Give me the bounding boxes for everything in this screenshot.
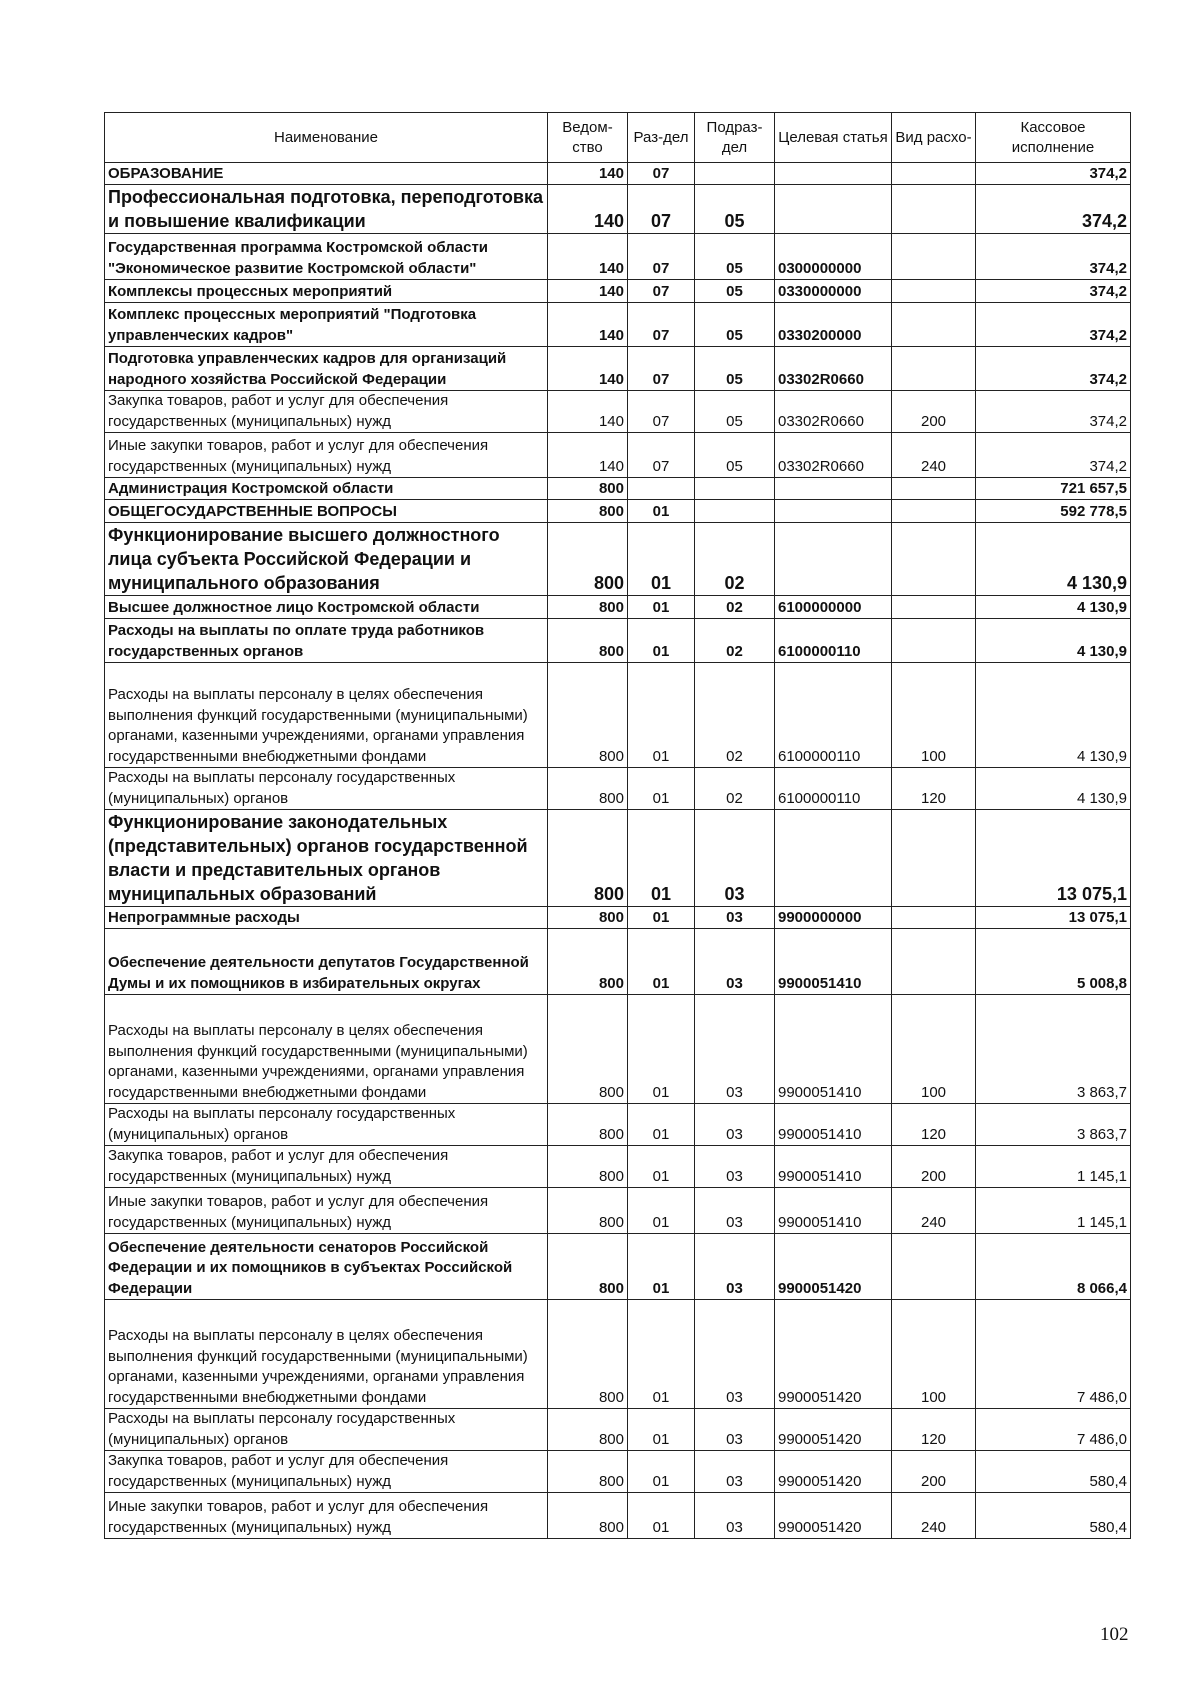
- row-name: Закупка товаров, работ и услуг для обеспечения государственных (муниципальных) нужд: [105, 1146, 548, 1188]
- row-vedomstvo: 140: [548, 303, 628, 347]
- row-vid-rashodov: [892, 347, 976, 391]
- table-row: [105, 1493, 1131, 1539]
- row-name: Функционирование высшего должностного лица субъекта Российской Федерации и муниципального образования: [105, 523, 548, 596]
- row-razdel: 01: [628, 596, 695, 619]
- table-header-row: [105, 113, 1131, 163]
- row-vid-rashodov: 240: [892, 433, 976, 478]
- row-vid-rashodov: [892, 500, 976, 523]
- table-row: [105, 1234, 1131, 1300]
- row-celevaya-statya: 0330200000: [775, 303, 892, 347]
- header-vid-rashodov: Вид расхо-: [892, 113, 976, 163]
- row-kassovoe-ispolnenie: 580,4: [976, 1493, 1131, 1539]
- row-vid-rashodov: 120: [892, 1104, 976, 1146]
- row-celevaya-statya: 9900000000: [775, 907, 892, 929]
- row-kassovoe-ispolnenie: 5 008,8: [976, 929, 1131, 995]
- row-name: Функционирование законодательных (представительных) органов государственной власти и представительных органов муниципальных образований: [105, 810, 548, 907]
- row-razdel: 01: [628, 523, 695, 596]
- row-celevaya-statya: 9900051420: [775, 1300, 892, 1409]
- row-kassovoe-ispolnenie: 592 778,5: [976, 500, 1131, 523]
- row-vid-rashodov: [892, 907, 976, 929]
- row-name: Расходы на выплаты персоналу в целях обеспечения выполнения функций государственными (муниципальными) органами, казенными учреждениями, органами управления государственными внебюджетными фондами: [105, 995, 548, 1104]
- row-razdel: 01: [628, 1234, 695, 1300]
- row-razdel: 01: [628, 907, 695, 929]
- row-name: Высшее должностное лицо Костромской области: [105, 596, 548, 619]
- row-celevaya-statya: [775, 523, 892, 596]
- row-podrazdel: 05: [695, 391, 775, 433]
- row-celevaya-statya: 0330000000: [775, 280, 892, 303]
- row-podrazdel: 03: [695, 1409, 775, 1451]
- header-celevaya-statya: Целевая статья: [775, 113, 892, 163]
- row-vid-rashodov: [892, 810, 976, 907]
- row-vid-rashodov: 100: [892, 663, 976, 768]
- row-kassovoe-ispolnenie: 8 066,4: [976, 1234, 1131, 1300]
- row-celevaya-statya: 6100000110: [775, 768, 892, 810]
- row-vid-rashodov: 100: [892, 1300, 976, 1409]
- row-podrazdel: 03: [695, 929, 775, 995]
- row-celevaya-statya: 03302R0660: [775, 347, 892, 391]
- table-row: [105, 234, 1131, 280]
- row-kassovoe-ispolnenie: 374,2: [976, 303, 1131, 347]
- row-celevaya-statya: 6100000110: [775, 619, 892, 663]
- row-podrazdel: 02: [695, 619, 775, 663]
- row-razdel: 01: [628, 1451, 695, 1493]
- row-podrazdel: 05: [695, 185, 775, 234]
- row-razdel: 07: [628, 347, 695, 391]
- row-podrazdel: 02: [695, 663, 775, 768]
- row-kassovoe-ispolnenie: 721 657,5: [976, 478, 1131, 500]
- header-podrazdel: Подраз-дел: [695, 113, 775, 163]
- row-celevaya-statya: [775, 478, 892, 500]
- row-podrazdel: [695, 163, 775, 185]
- row-name: ОБЩЕГОСУДАРСТВЕННЫЕ ВОПРОСЫ: [105, 500, 548, 523]
- row-name: Обеспечение деятельности сенаторов Российской Федерации и их помощников в субъектах Российской Федерации: [105, 1234, 548, 1300]
- row-celevaya-statya: [775, 500, 892, 523]
- row-razdel: 01: [628, 995, 695, 1104]
- table-row: [105, 1188, 1131, 1234]
- row-podrazdel: 02: [695, 768, 775, 810]
- row-razdel: 01: [628, 1104, 695, 1146]
- row-podrazdel: [695, 478, 775, 500]
- row-podrazdel: [695, 500, 775, 523]
- row-podrazdel: 05: [695, 280, 775, 303]
- row-vedomstvo: 140: [548, 163, 628, 185]
- row-kassovoe-ispolnenie: 374,2: [976, 234, 1131, 280]
- row-kassovoe-ispolnenie: 13 075,1: [976, 907, 1131, 929]
- row-celevaya-statya: 9900051410: [775, 1188, 892, 1234]
- row-celevaya-statya: 03302R0660: [775, 391, 892, 433]
- row-vedomstvo: 800: [548, 1493, 628, 1539]
- row-vedomstvo: 800: [548, 1451, 628, 1493]
- table-row: [105, 185, 1131, 234]
- table-row: [105, 478, 1131, 500]
- row-kassovoe-ispolnenie: 4 130,9: [976, 523, 1131, 596]
- table-row: [105, 929, 1131, 995]
- row-vedomstvo: 800: [548, 810, 628, 907]
- header-name: Наименование: [105, 113, 548, 163]
- row-vedomstvo: 800: [548, 929, 628, 995]
- table-row: [105, 619, 1131, 663]
- row-razdel: 07: [628, 234, 695, 280]
- table-row: [105, 663, 1131, 768]
- row-razdel: 01: [628, 929, 695, 995]
- row-razdel: 01: [628, 768, 695, 810]
- row-razdel: 01: [628, 810, 695, 907]
- row-vedomstvo: 140: [548, 391, 628, 433]
- row-name: Закупка товаров, работ и услуг для обеспечения государственных (муниципальных) нужд: [105, 1451, 548, 1493]
- row-vedomstvo: 800: [548, 995, 628, 1104]
- table-row: [105, 303, 1131, 347]
- row-kassovoe-ispolnenie: 3 863,7: [976, 995, 1131, 1104]
- row-celevaya-statya: 9900051410: [775, 1104, 892, 1146]
- row-razdel: 07: [628, 303, 695, 347]
- row-kassovoe-ispolnenie: 1 145,1: [976, 1146, 1131, 1188]
- row-celevaya-statya: 9900051420: [775, 1451, 892, 1493]
- row-podrazdel: 05: [695, 433, 775, 478]
- row-podrazdel: 02: [695, 523, 775, 596]
- table-row: [105, 1104, 1131, 1146]
- row-vid-rashodov: 120: [892, 1409, 976, 1451]
- row-podrazdel: 03: [695, 1493, 775, 1539]
- row-vedomstvo: 140: [548, 280, 628, 303]
- row-name: Обеспечение деятельности депутатов Государственной Думы и их помощников в избирательных округах: [105, 929, 548, 995]
- row-celevaya-statya: 9900051420: [775, 1409, 892, 1451]
- row-name: Комплекс процессных мероприятий "Подготовка управленческих кадров": [105, 303, 548, 347]
- row-name: Иные закупки товаров, работ и услуг для обеспечения государственных (муниципальных) нужд: [105, 433, 548, 478]
- row-vid-rashodov: [892, 280, 976, 303]
- row-name: Профессиональная подготовка, переподготовка и повышение квалификации: [105, 185, 548, 234]
- row-podrazdel: 05: [695, 234, 775, 280]
- row-kassovoe-ispolnenie: 1 145,1: [976, 1188, 1131, 1234]
- row-vedomstvo: 800: [548, 523, 628, 596]
- header-vedomstvo: Ведом-ство: [548, 113, 628, 163]
- page-number: 102: [1100, 1624, 1129, 1645]
- row-name: Расходы на выплаты персоналу государственных (муниципальных) органов: [105, 768, 548, 810]
- row-celevaya-statya: [775, 810, 892, 907]
- row-vedomstvo: 800: [548, 768, 628, 810]
- table-row: [105, 280, 1131, 303]
- table-row: [105, 1300, 1131, 1409]
- row-razdel: 01: [628, 500, 695, 523]
- row-vid-rashodov: 120: [892, 768, 976, 810]
- row-kassovoe-ispolnenie: 4 130,9: [976, 619, 1131, 663]
- row-name: Закупка товаров, работ и услуг для обеспечения государственных (муниципальных) нужд: [105, 391, 548, 433]
- row-name: Расходы на выплаты персоналу в целях обеспечения выполнения функций государственными (муниципальными) органами, казенными учреждениями, органами управления государственными внебюджетными фондами: [105, 1300, 548, 1409]
- table-row: [105, 1146, 1131, 1188]
- row-kassovoe-ispolnenie: 13 075,1: [976, 810, 1131, 907]
- row-celevaya-statya: 9900051420: [775, 1493, 892, 1539]
- table-row: [105, 1451, 1131, 1493]
- row-podrazdel: 02: [695, 596, 775, 619]
- budget-table: [104, 112, 1131, 1539]
- row-vid-rashodov: [892, 163, 976, 185]
- row-name: Непрограммные расходы: [105, 907, 548, 929]
- row-name: Подготовка управленческих кадров для организаций народного хозяйства Российской Федерации: [105, 347, 548, 391]
- row-razdel: 07: [628, 391, 695, 433]
- header-kassovoe-ispolnenie: Кассовое исполнение: [976, 113, 1131, 163]
- row-celevaya-statya: 9900051410: [775, 995, 892, 1104]
- row-celevaya-statya: [775, 163, 892, 185]
- row-kassovoe-ispolnenie: 374,2: [976, 433, 1131, 478]
- row-vid-rashodov: [892, 929, 976, 995]
- row-vid-rashodov: [892, 596, 976, 619]
- row-vid-rashodov: [892, 478, 976, 500]
- row-name: Расходы на выплаты персоналу государственных (муниципальных) органов: [105, 1104, 548, 1146]
- row-vedomstvo: 800: [548, 1188, 628, 1234]
- row-vid-rashodov: 200: [892, 1146, 976, 1188]
- row-name: Расходы на выплаты персоналу в целях обеспечения выполнения функций государственными (муниципальными) органами, казенными учреждениями, органами управления государственными внебюджетными фондами: [105, 663, 548, 768]
- row-razdel: 07: [628, 433, 695, 478]
- row-celevaya-statya: 9900051420: [775, 1234, 892, 1300]
- row-vedomstvo: 140: [548, 234, 628, 280]
- row-celevaya-statya: 0300000000: [775, 234, 892, 280]
- row-kassovoe-ispolnenie: 374,2: [976, 391, 1131, 433]
- row-vedomstvo: 800: [548, 663, 628, 768]
- row-kassovoe-ispolnenie: 374,2: [976, 280, 1131, 303]
- row-celevaya-statya: 9900051410: [775, 1146, 892, 1188]
- row-razdel: 01: [628, 663, 695, 768]
- row-vid-rashodov: [892, 303, 976, 347]
- row-vedomstvo: 140: [548, 433, 628, 478]
- table-row: [105, 347, 1131, 391]
- row-vedomstvo: 140: [548, 185, 628, 234]
- table-row: [105, 500, 1131, 523]
- row-razdel: 01: [628, 1493, 695, 1539]
- table-row: [105, 523, 1131, 596]
- table-row: [105, 433, 1131, 478]
- row-celevaya-statya: 9900051410: [775, 929, 892, 995]
- row-kassovoe-ispolnenie: 4 130,9: [976, 768, 1131, 810]
- table-row: [105, 596, 1131, 619]
- row-kassovoe-ispolnenie: 4 130,9: [976, 596, 1131, 619]
- row-celevaya-statya: 6100000110: [775, 663, 892, 768]
- row-celevaya-statya: 6100000000: [775, 596, 892, 619]
- row-vedomstvo: 800: [548, 478, 628, 500]
- row-podrazdel: 03: [695, 1234, 775, 1300]
- row-name: Расходы на выплаты персоналу государственных (муниципальных) органов: [105, 1409, 548, 1451]
- row-vedomstvo: 140: [548, 347, 628, 391]
- row-celevaya-statya: 03302R0660: [775, 433, 892, 478]
- row-kassovoe-ispolnenie: 4 130,9: [976, 663, 1131, 768]
- row-podrazdel: 03: [695, 907, 775, 929]
- header-razdel: Раз-дел: [628, 113, 695, 163]
- table-row: [105, 391, 1131, 433]
- row-razdel: 01: [628, 1146, 695, 1188]
- table-row: [105, 810, 1131, 907]
- row-podrazdel: 03: [695, 1451, 775, 1493]
- table-row: [105, 163, 1131, 185]
- row-vid-rashodov: 240: [892, 1188, 976, 1234]
- row-name: Иные закупки товаров, работ и услуг для обеспечения государственных (муниципальных) нужд: [105, 1188, 548, 1234]
- row-vid-rashodov: [892, 185, 976, 234]
- table-row: [105, 768, 1131, 810]
- table-row: [105, 995, 1131, 1104]
- row-razdel: 01: [628, 1188, 695, 1234]
- row-razdel: 07: [628, 185, 695, 234]
- row-vid-rashodov: [892, 619, 976, 663]
- row-podrazdel: 03: [695, 1146, 775, 1188]
- row-name: ОБРАЗОВАНИЕ: [105, 163, 548, 185]
- row-name: Комплексы процессных мероприятий: [105, 280, 548, 303]
- row-razdel: 01: [628, 619, 695, 663]
- row-vid-rashodov: 200: [892, 1451, 976, 1493]
- row-kassovoe-ispolnenie: 7 486,0: [976, 1409, 1131, 1451]
- row-name: Государственная программа Костромской области "Экономическое развитие Костромской области": [105, 234, 548, 280]
- row-podrazdel: 03: [695, 1188, 775, 1234]
- row-vedomstvo: 800: [548, 596, 628, 619]
- row-razdel: 07: [628, 280, 695, 303]
- table-row: [105, 1409, 1131, 1451]
- row-vid-rashodov: 200: [892, 391, 976, 433]
- row-name: Иные закупки товаров, работ и услуг для обеспечения государственных (муниципальных) нужд: [105, 1493, 548, 1539]
- row-kassovoe-ispolnenie: 580,4: [976, 1451, 1131, 1493]
- row-vid-rashodov: 240: [892, 1493, 976, 1539]
- row-vid-rashodov: [892, 523, 976, 596]
- row-vedomstvo: 800: [548, 500, 628, 523]
- row-vid-rashodov: 100: [892, 995, 976, 1104]
- row-podrazdel: 03: [695, 1300, 775, 1409]
- row-razdel: 07: [628, 163, 695, 185]
- row-kassovoe-ispolnenie: 374,2: [976, 347, 1131, 391]
- row-razdel: 01: [628, 1409, 695, 1451]
- row-name: Администрация Костромской области: [105, 478, 548, 500]
- row-kassovoe-ispolnenie: 7 486,0: [976, 1300, 1131, 1409]
- row-vedomstvo: 800: [548, 1146, 628, 1188]
- row-podrazdel: 03: [695, 1104, 775, 1146]
- row-podrazdel: 05: [695, 347, 775, 391]
- row-kassovoe-ispolnenie: 374,2: [976, 163, 1131, 185]
- row-razdel: 01: [628, 1300, 695, 1409]
- row-vedomstvo: 800: [548, 1300, 628, 1409]
- row-kassovoe-ispolnenie: 374,2: [976, 185, 1131, 234]
- row-vid-rashodov: [892, 1234, 976, 1300]
- row-vedomstvo: 800: [548, 907, 628, 929]
- row-vedomstvo: 800: [548, 619, 628, 663]
- row-podrazdel: 03: [695, 995, 775, 1104]
- row-celevaya-statya: [775, 185, 892, 234]
- row-podrazdel: 05: [695, 303, 775, 347]
- row-name: Расходы на выплаты по оплате труда работников государственных органов: [105, 619, 548, 663]
- row-vedomstvo: 800: [548, 1409, 628, 1451]
- row-podrazdel: 03: [695, 810, 775, 907]
- row-vedomstvo: 800: [548, 1104, 628, 1146]
- table-row: [105, 907, 1131, 929]
- row-vedomstvo: 800: [548, 1234, 628, 1300]
- row-vid-rashodov: [892, 234, 976, 280]
- row-razdel: [628, 478, 695, 500]
- row-kassovoe-ispolnenie: 3 863,7: [976, 1104, 1131, 1146]
